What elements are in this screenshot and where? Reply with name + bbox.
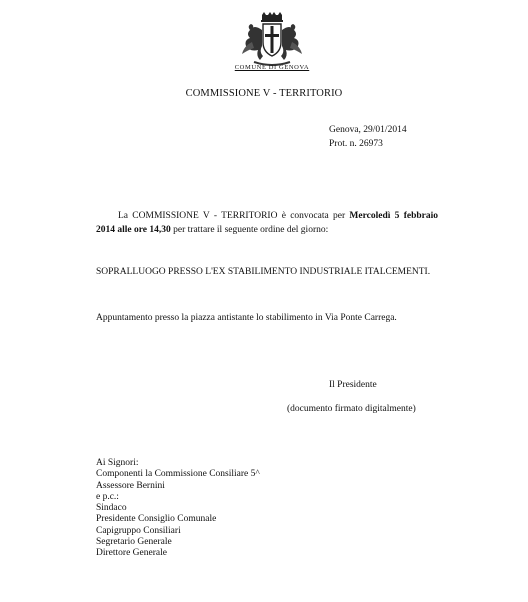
- recipient-line: Assessore Bernini: [96, 480, 165, 491]
- recipient-line: Direttore Generale: [96, 548, 167, 559]
- place-date: Genova, 29/01/2014: [329, 125, 407, 135]
- recipient-line: Componenti la Commissione Consiliare 5^: [96, 469, 260, 480]
- commission-title: COMMISSIONE V - TERRITORIO: [185, 88, 343, 99]
- digital-signature-note: (documento firmato digitalmente): [287, 404, 416, 414]
- recipient-line: Sindaco: [96, 503, 127, 514]
- recipients-list: [96, 458, 260, 560]
- place-date-block: [329, 124, 407, 151]
- recipient-line: Capigruppo Consiliari: [96, 525, 181, 536]
- recipient-line: Segretario Generale: [96, 537, 172, 548]
- convocation-outro: per trattare il seguente ordine del giorno:: [170, 225, 329, 235]
- protocol-number: Prot. n. 26973: [329, 138, 383, 149]
- recipient-line: Ai Signori:: [96, 458, 139, 468]
- recipient-line: Presidente Consiglio Comunale: [96, 514, 217, 525]
- agenda-item: SOPRALLUOGO PRESSO L'EX STABILIMENTO INDUSTRIALE ITALCEMENTI.: [96, 267, 431, 277]
- meeting-point: Appuntamento presso la piazza antistante lo stabilimento in Via Ponte Carrega.: [96, 313, 397, 323]
- president-title: Il Presidente: [329, 380, 377, 390]
- logo-caption: COMUNE DI GENOVA: [234, 64, 310, 71]
- convocation-paragraph: [96, 209, 438, 237]
- convocation-date: Mercoledì 5 febbraio 2014 alle ore 14,30: [96, 211, 439, 235]
- convocation-intro: La COMMISSIONE V - TERRITORIO è convocata per: [118, 211, 350, 221]
- recipient-line: e p.c.:: [96, 491, 119, 502]
